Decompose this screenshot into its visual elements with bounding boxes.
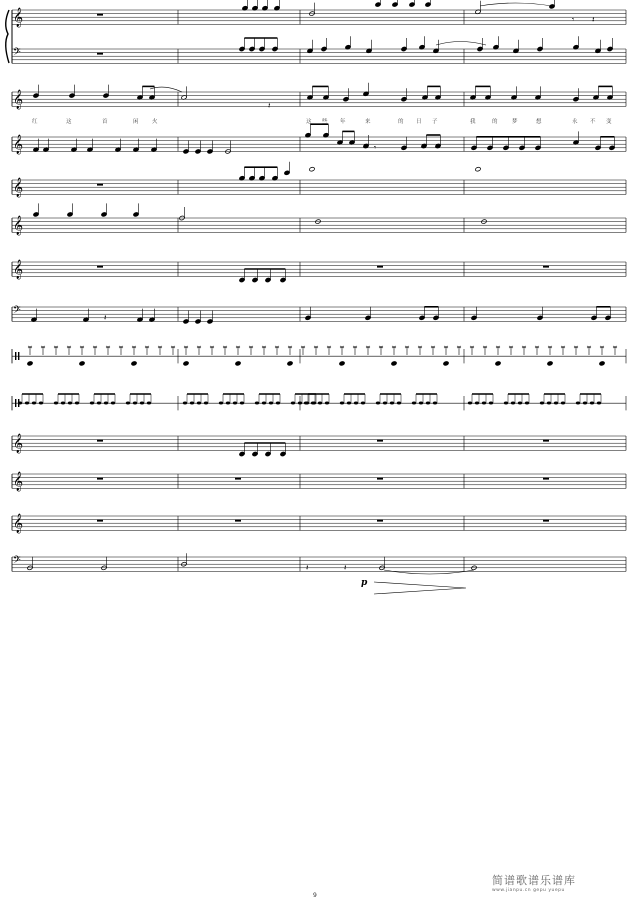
treble-clef-icon: 𝄞 bbox=[13, 259, 24, 280]
notehead bbox=[390, 402, 394, 405]
notes-layer bbox=[18, 0, 617, 594]
tie bbox=[436, 42, 486, 46]
notehead bbox=[412, 402, 416, 405]
rest-icon bbox=[543, 520, 549, 522]
notehead bbox=[443, 361, 449, 366]
percussion-clef-icon bbox=[15, 352, 16, 360]
notehead bbox=[354, 402, 358, 405]
lyric-syllable: 首 bbox=[102, 119, 108, 125]
rest-icon: 𝄽 bbox=[592, 15, 595, 24]
notehead bbox=[226, 402, 230, 405]
lyric-syllable: 红 bbox=[32, 119, 38, 125]
notehead bbox=[597, 402, 601, 405]
notehead bbox=[183, 361, 189, 366]
notehead bbox=[133, 402, 137, 405]
rest-icon bbox=[235, 520, 241, 522]
notehead bbox=[397, 402, 401, 405]
notehead bbox=[419, 402, 423, 405]
notehead bbox=[27, 361, 33, 366]
notehead bbox=[269, 402, 273, 405]
rest-icon bbox=[543, 266, 549, 268]
bass-clef-icon: 𝄢 bbox=[13, 304, 21, 318]
notehead bbox=[482, 402, 486, 405]
rest-icon bbox=[377, 266, 383, 268]
notehead bbox=[276, 402, 280, 405]
percussion-clef-icon bbox=[18, 352, 19, 360]
notehead bbox=[90, 402, 94, 405]
notehead bbox=[426, 402, 430, 405]
notehead bbox=[32, 402, 36, 405]
rest-icon bbox=[97, 440, 103, 442]
treble-clef-icon: 𝄞 bbox=[13, 89, 24, 110]
notehead bbox=[240, 402, 244, 405]
notehead bbox=[126, 402, 130, 405]
lyric-syllable: 子 bbox=[432, 119, 438, 125]
notehead bbox=[25, 402, 29, 405]
lyric-syllable: 这 bbox=[306, 119, 312, 125]
watermark-title: 简谱歌谱乐谱库 bbox=[492, 874, 576, 887]
lyric-syllable: 的 bbox=[492, 119, 498, 125]
notehead bbox=[61, 402, 65, 405]
notehead bbox=[204, 402, 208, 405]
notehead bbox=[583, 402, 587, 405]
lyric-syllable: 想 bbox=[536, 119, 542, 125]
percussion-clef-icon bbox=[15, 399, 16, 407]
treble-clef-icon: 𝄞 bbox=[13, 134, 24, 155]
notehead bbox=[340, 402, 344, 405]
notehead bbox=[255, 402, 259, 405]
notehead bbox=[540, 402, 544, 405]
notehead bbox=[347, 402, 351, 405]
lyric-syllable: 永 bbox=[572, 119, 578, 125]
notehead bbox=[18, 402, 22, 405]
rest-icon: 𝄾 bbox=[374, 143, 377, 152]
rest-icon: 𝄾 bbox=[572, 15, 575, 24]
tie bbox=[384, 570, 474, 574]
notehead bbox=[433, 402, 437, 405]
rest-icon bbox=[97, 184, 103, 186]
notehead bbox=[361, 402, 365, 405]
notehead bbox=[262, 402, 266, 405]
notehead bbox=[561, 402, 565, 405]
lyric-syllable: 我 bbox=[470, 119, 476, 125]
lyric-syllable: 梦 bbox=[512, 119, 518, 125]
rest-icon bbox=[97, 520, 103, 522]
treble-clef-icon: 𝄞 bbox=[13, 215, 24, 236]
notehead bbox=[68, 402, 72, 405]
notehead bbox=[291, 402, 295, 405]
notehead bbox=[339, 361, 345, 366]
treble-clef-icon: 𝄞 bbox=[13, 177, 24, 198]
notehead bbox=[104, 402, 108, 405]
rest-icon bbox=[377, 478, 383, 480]
notehead bbox=[475, 167, 481, 172]
notehead bbox=[504, 402, 508, 405]
notehead bbox=[233, 402, 237, 405]
notehead bbox=[495, 361, 501, 366]
notehead bbox=[235, 361, 241, 366]
rest-icon bbox=[97, 14, 103, 16]
notehead bbox=[383, 402, 387, 405]
rest-icon: 𝄽 bbox=[344, 563, 347, 572]
bass-clef-icon: 𝄢 bbox=[13, 554, 21, 568]
notehead bbox=[75, 402, 79, 405]
rest-icon bbox=[377, 440, 383, 442]
notehead bbox=[391, 361, 397, 366]
notehead bbox=[309, 167, 315, 172]
brace-icon bbox=[6, 10, 9, 63]
treble-clef-icon: 𝄞 bbox=[13, 433, 24, 454]
rest-icon bbox=[97, 266, 103, 268]
watermark bbox=[492, 872, 576, 893]
rest-icon: 𝄽 bbox=[268, 101, 271, 110]
notehead bbox=[97, 402, 101, 405]
tie bbox=[150, 87, 182, 92]
lyric-syllable: 火 bbox=[152, 119, 158, 125]
notehead bbox=[39, 402, 43, 405]
notehead bbox=[79, 361, 85, 366]
notehead bbox=[54, 402, 58, 405]
notehead bbox=[311, 402, 315, 405]
lyric-syllable: 变 bbox=[606, 119, 612, 125]
page-number: 9 bbox=[313, 892, 317, 899]
notehead bbox=[518, 402, 522, 405]
notehead bbox=[197, 402, 201, 405]
notehead bbox=[219, 402, 223, 405]
lyric-syllable: 闲 bbox=[133, 119, 139, 125]
notehead bbox=[287, 361, 293, 366]
notehead bbox=[147, 402, 151, 405]
notehead bbox=[475, 402, 479, 405]
notehead bbox=[318, 402, 322, 405]
notehead bbox=[547, 402, 551, 405]
notehead bbox=[183, 402, 187, 405]
notehead bbox=[590, 402, 594, 405]
rest-icon bbox=[97, 478, 103, 480]
rest-icon: 𝄽 bbox=[104, 313, 107, 322]
notehead bbox=[576, 402, 580, 405]
treble-clef-icon: 𝄞 bbox=[13, 513, 24, 534]
staff-systems bbox=[6, 8, 626, 572]
lyric-syllable: 日 bbox=[416, 119, 422, 125]
notehead bbox=[468, 402, 472, 405]
notehead bbox=[554, 402, 558, 405]
rest-icon bbox=[543, 478, 549, 480]
notehead bbox=[599, 361, 605, 366]
lyric-syllable: 不 bbox=[590, 119, 596, 125]
notehead bbox=[511, 402, 515, 405]
rest-icon bbox=[97, 53, 103, 55]
notehead bbox=[131, 361, 137, 366]
notehead bbox=[111, 402, 115, 405]
rest-icon bbox=[543, 440, 549, 442]
rest-icon: 𝄽 bbox=[306, 563, 309, 572]
notehead bbox=[547, 361, 553, 366]
bass-clef-icon: 𝄢 bbox=[13, 46, 21, 60]
lyric-syllable: 年 bbox=[340, 119, 346, 125]
notehead bbox=[140, 402, 144, 405]
tie bbox=[480, 3, 552, 6]
notehead bbox=[304, 402, 308, 405]
lyric-syllable: 些 bbox=[322, 119, 328, 125]
treble-clef-icon: 𝄞 bbox=[13, 7, 24, 28]
rest-icon bbox=[235, 478, 241, 480]
treble-clef-icon: 𝄞 bbox=[13, 471, 24, 492]
lyric-syllable: 这 bbox=[66, 119, 72, 125]
decrescendo-hairpin bbox=[374, 582, 466, 594]
dynamic-marking: p bbox=[361, 578, 368, 588]
notehead bbox=[525, 402, 529, 405]
notehead bbox=[190, 402, 194, 405]
watermark-subtitle: www.jianpu.cn gepu yuepu bbox=[492, 888, 565, 893]
notehead bbox=[489, 402, 493, 405]
lyric-syllable: 的 bbox=[398, 119, 404, 125]
lyric-syllable: 来 bbox=[365, 119, 371, 125]
rest-icon bbox=[377, 520, 383, 522]
notehead bbox=[298, 402, 302, 405]
notehead bbox=[376, 402, 380, 405]
notehead bbox=[325, 402, 329, 405]
